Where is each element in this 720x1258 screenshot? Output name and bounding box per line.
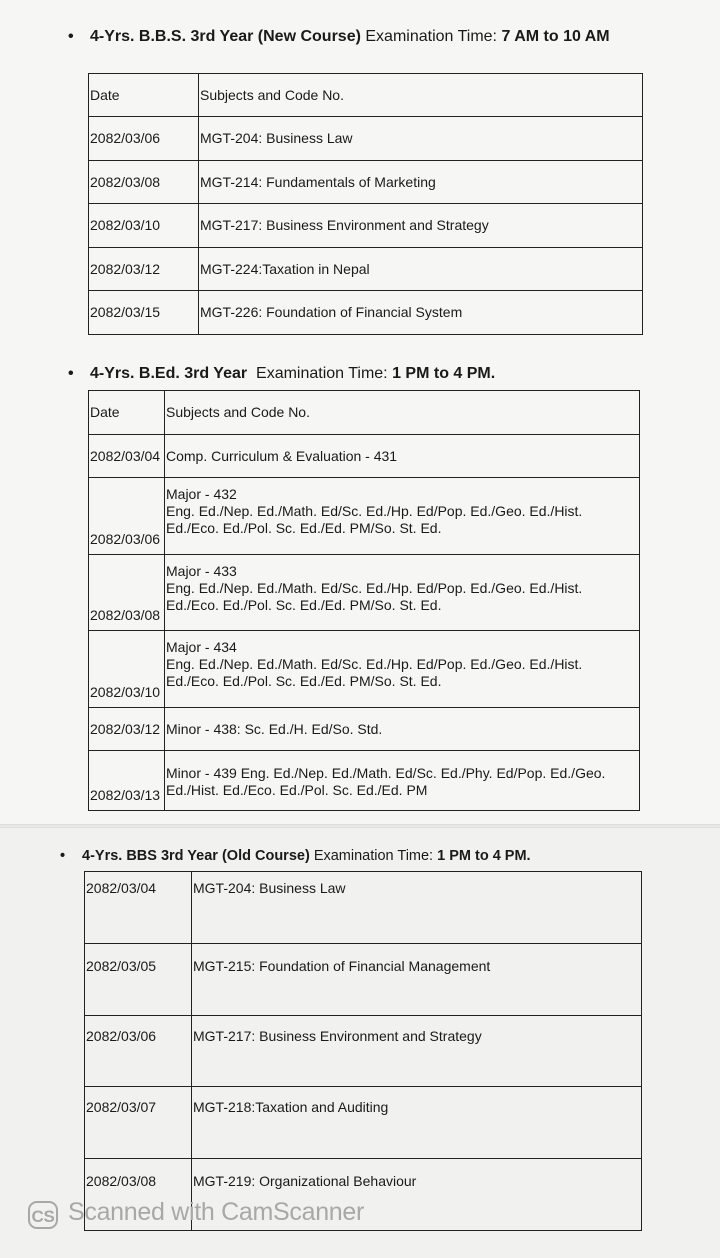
table-row bbox=[85, 944, 642, 1016]
camscanner-watermark bbox=[28, 1198, 364, 1229]
row-subject: MGT-217: Business Environment and Strategy bbox=[199, 204, 643, 248]
row-date: 2082/03/08 bbox=[89, 555, 165, 631]
row-date: 2082/03/12 bbox=[89, 248, 199, 291]
section-heading-text bbox=[82, 846, 622, 866]
subject-line: Ed./Eco. Ed./Pol. Sc. Ed./Ed. PM/So. St. Ed. bbox=[166, 673, 442, 689]
table-row bbox=[89, 248, 643, 291]
exam-time: 7 AM to 10 AM bbox=[501, 28, 610, 45]
row-date: 2082/03/07 bbox=[85, 1087, 192, 1159]
row-date: 2082/03/10 bbox=[89, 204, 199, 248]
subject-line: Eng. Ed./Nep. Ed./Math. Ed/Sc. Ed./Hp. Ed/Pop. Ed./Geo. Ed./Hist. bbox=[166, 503, 583, 519]
subject-line: Ed./Eco. Ed./Pol. Sc. Ed./Ed. PM/So. St. Ed. bbox=[166, 520, 442, 536]
table-row bbox=[89, 555, 640, 631]
row-subject: Comp. Curriculum & Evaluation - 431 bbox=[165, 435, 640, 478]
row-date: 2082/03/06 bbox=[85, 1016, 192, 1087]
exam-time: 1 PM to 4 PM. bbox=[437, 848, 531, 864]
bullet-icon: • bbox=[60, 848, 66, 864]
table-row bbox=[89, 204, 643, 248]
row-date: 2082/03/04 bbox=[89, 435, 165, 478]
subject-line: Major - 432 bbox=[166, 486, 237, 502]
row-date: 2082/03/04 bbox=[85, 872, 192, 944]
row-subject: MGT-218:Taxation and Auditing bbox=[192, 1087, 642, 1159]
exam-table-bbs-new bbox=[88, 73, 643, 335]
row-subject bbox=[165, 555, 640, 631]
table-row bbox=[89, 751, 640, 811]
subject-line: Ed./Eco. Ed./Pol. Sc. Ed./Ed. PM/So. St. Ed. bbox=[166, 597, 442, 613]
row-subject: MGT-224:Taxation in Nepal bbox=[199, 248, 643, 291]
header-date: Date bbox=[89, 391, 165, 435]
table-row bbox=[89, 117, 643, 161]
table-header-row bbox=[89, 391, 640, 435]
row-subject: MGT-204: Business Law bbox=[192, 872, 642, 944]
time-label: Examination Time: bbox=[313, 848, 434, 864]
section-heading-text bbox=[90, 27, 630, 47]
subject-line: Eng. Ed./Nep. Ed./Math. Ed/Sc. Ed./Hp. Ed/Pop. Ed./Geo. Ed./Hist. bbox=[166, 656, 583, 672]
row-date: 2082/03/05 bbox=[85, 944, 192, 1016]
row-date: 2082/03/06 bbox=[89, 478, 165, 555]
time-label: Examination Time: bbox=[365, 28, 497, 45]
row-subject: MGT-214: Fundamentals of Marketing bbox=[199, 161, 643, 204]
subject-line: Eng. Ed./Nep. Ed./Math. Ed/Sc. Ed./Hp. Ed/Pop. Ed./Geo. Ed./Hist. bbox=[166, 580, 583, 596]
row-date: 2082/03/08 bbox=[85, 1159, 192, 1231]
header-subject: Subjects and Code No. bbox=[199, 74, 643, 117]
table-row bbox=[89, 291, 643, 335]
exam-table-bbs-old bbox=[84, 871, 642, 1231]
subject-line: Minor - 439 Eng. Ed./Nep. Ed./Math. Ed/Sc. Ed./Phy. Ed/Pop. Ed./Geo. bbox=[166, 765, 606, 781]
table-row bbox=[89, 478, 640, 555]
table-row bbox=[89, 435, 640, 478]
row-date: 2082/03/10 bbox=[89, 631, 165, 708]
section-heading-bed bbox=[68, 364, 648, 386]
page-fold-divider bbox=[0, 824, 720, 828]
row-subject: MGT-204: Business Law bbox=[199, 117, 643, 161]
row-subject bbox=[165, 751, 640, 811]
course-name: 4-Yrs. BBS 3rd Year (Old Course) bbox=[82, 848, 310, 864]
table-row bbox=[89, 161, 643, 204]
exam-table-bed bbox=[88, 390, 640, 811]
course-name: 4-Yrs. B.B.S. 3rd Year (New Course) bbox=[90, 28, 361, 45]
subject-line: Ed./Hist. Ed./Eco. Ed./Pol. Sc. Ed./Ed. PM bbox=[166, 782, 428, 798]
row-date: 2082/03/15 bbox=[89, 291, 199, 335]
table-row bbox=[85, 872, 642, 944]
time-label: Examination Time: bbox=[256, 365, 388, 382]
table-row bbox=[85, 1087, 642, 1159]
bullet-icon: • bbox=[68, 28, 74, 45]
exam-time: 1 PM to 4 PM. bbox=[392, 365, 496, 382]
camscanner-logo-icon: CS bbox=[28, 1201, 58, 1229]
section-heading-bbs-old bbox=[60, 846, 640, 866]
row-date: 2082/03/06 bbox=[89, 117, 199, 161]
row-subject: Minor - 438: Sc. Ed./H. Ed/So. Std. bbox=[165, 708, 640, 751]
row-subject: MGT-226: Foundation of Financial System bbox=[199, 291, 643, 335]
table-row bbox=[89, 631, 640, 708]
header-date: Date bbox=[89, 74, 199, 117]
table-header-row bbox=[89, 74, 643, 117]
row-subject: MGT-219: Organizational Behaviour bbox=[192, 1159, 642, 1231]
row-subject: MGT-215: Foundation of Financial Management bbox=[192, 944, 642, 1016]
subject-line: Major - 434 bbox=[166, 639, 237, 655]
section-heading-text bbox=[90, 364, 630, 384]
row-subject: MGT-217: Business Environment and Strategy bbox=[192, 1016, 642, 1087]
bullet-icon: • bbox=[68, 365, 74, 382]
table-row bbox=[89, 708, 640, 751]
row-subject bbox=[165, 478, 640, 555]
section-heading-bbs-new bbox=[68, 27, 648, 69]
course-name: 4-Yrs. B.Ed. 3rd Year bbox=[90, 365, 248, 382]
header-subject: Subjects and Code No. bbox=[165, 391, 640, 435]
row-date: 2082/03/12 bbox=[89, 708, 165, 751]
table-row bbox=[85, 1016, 642, 1087]
row-date: 2082/03/13 bbox=[89, 751, 165, 811]
subject-line: Major - 433 bbox=[166, 563, 237, 579]
row-subject bbox=[165, 631, 640, 708]
row-date: 2082/03/08 bbox=[89, 161, 199, 204]
watermark-text: Scanned with CamScanner bbox=[68, 1198, 365, 1226]
